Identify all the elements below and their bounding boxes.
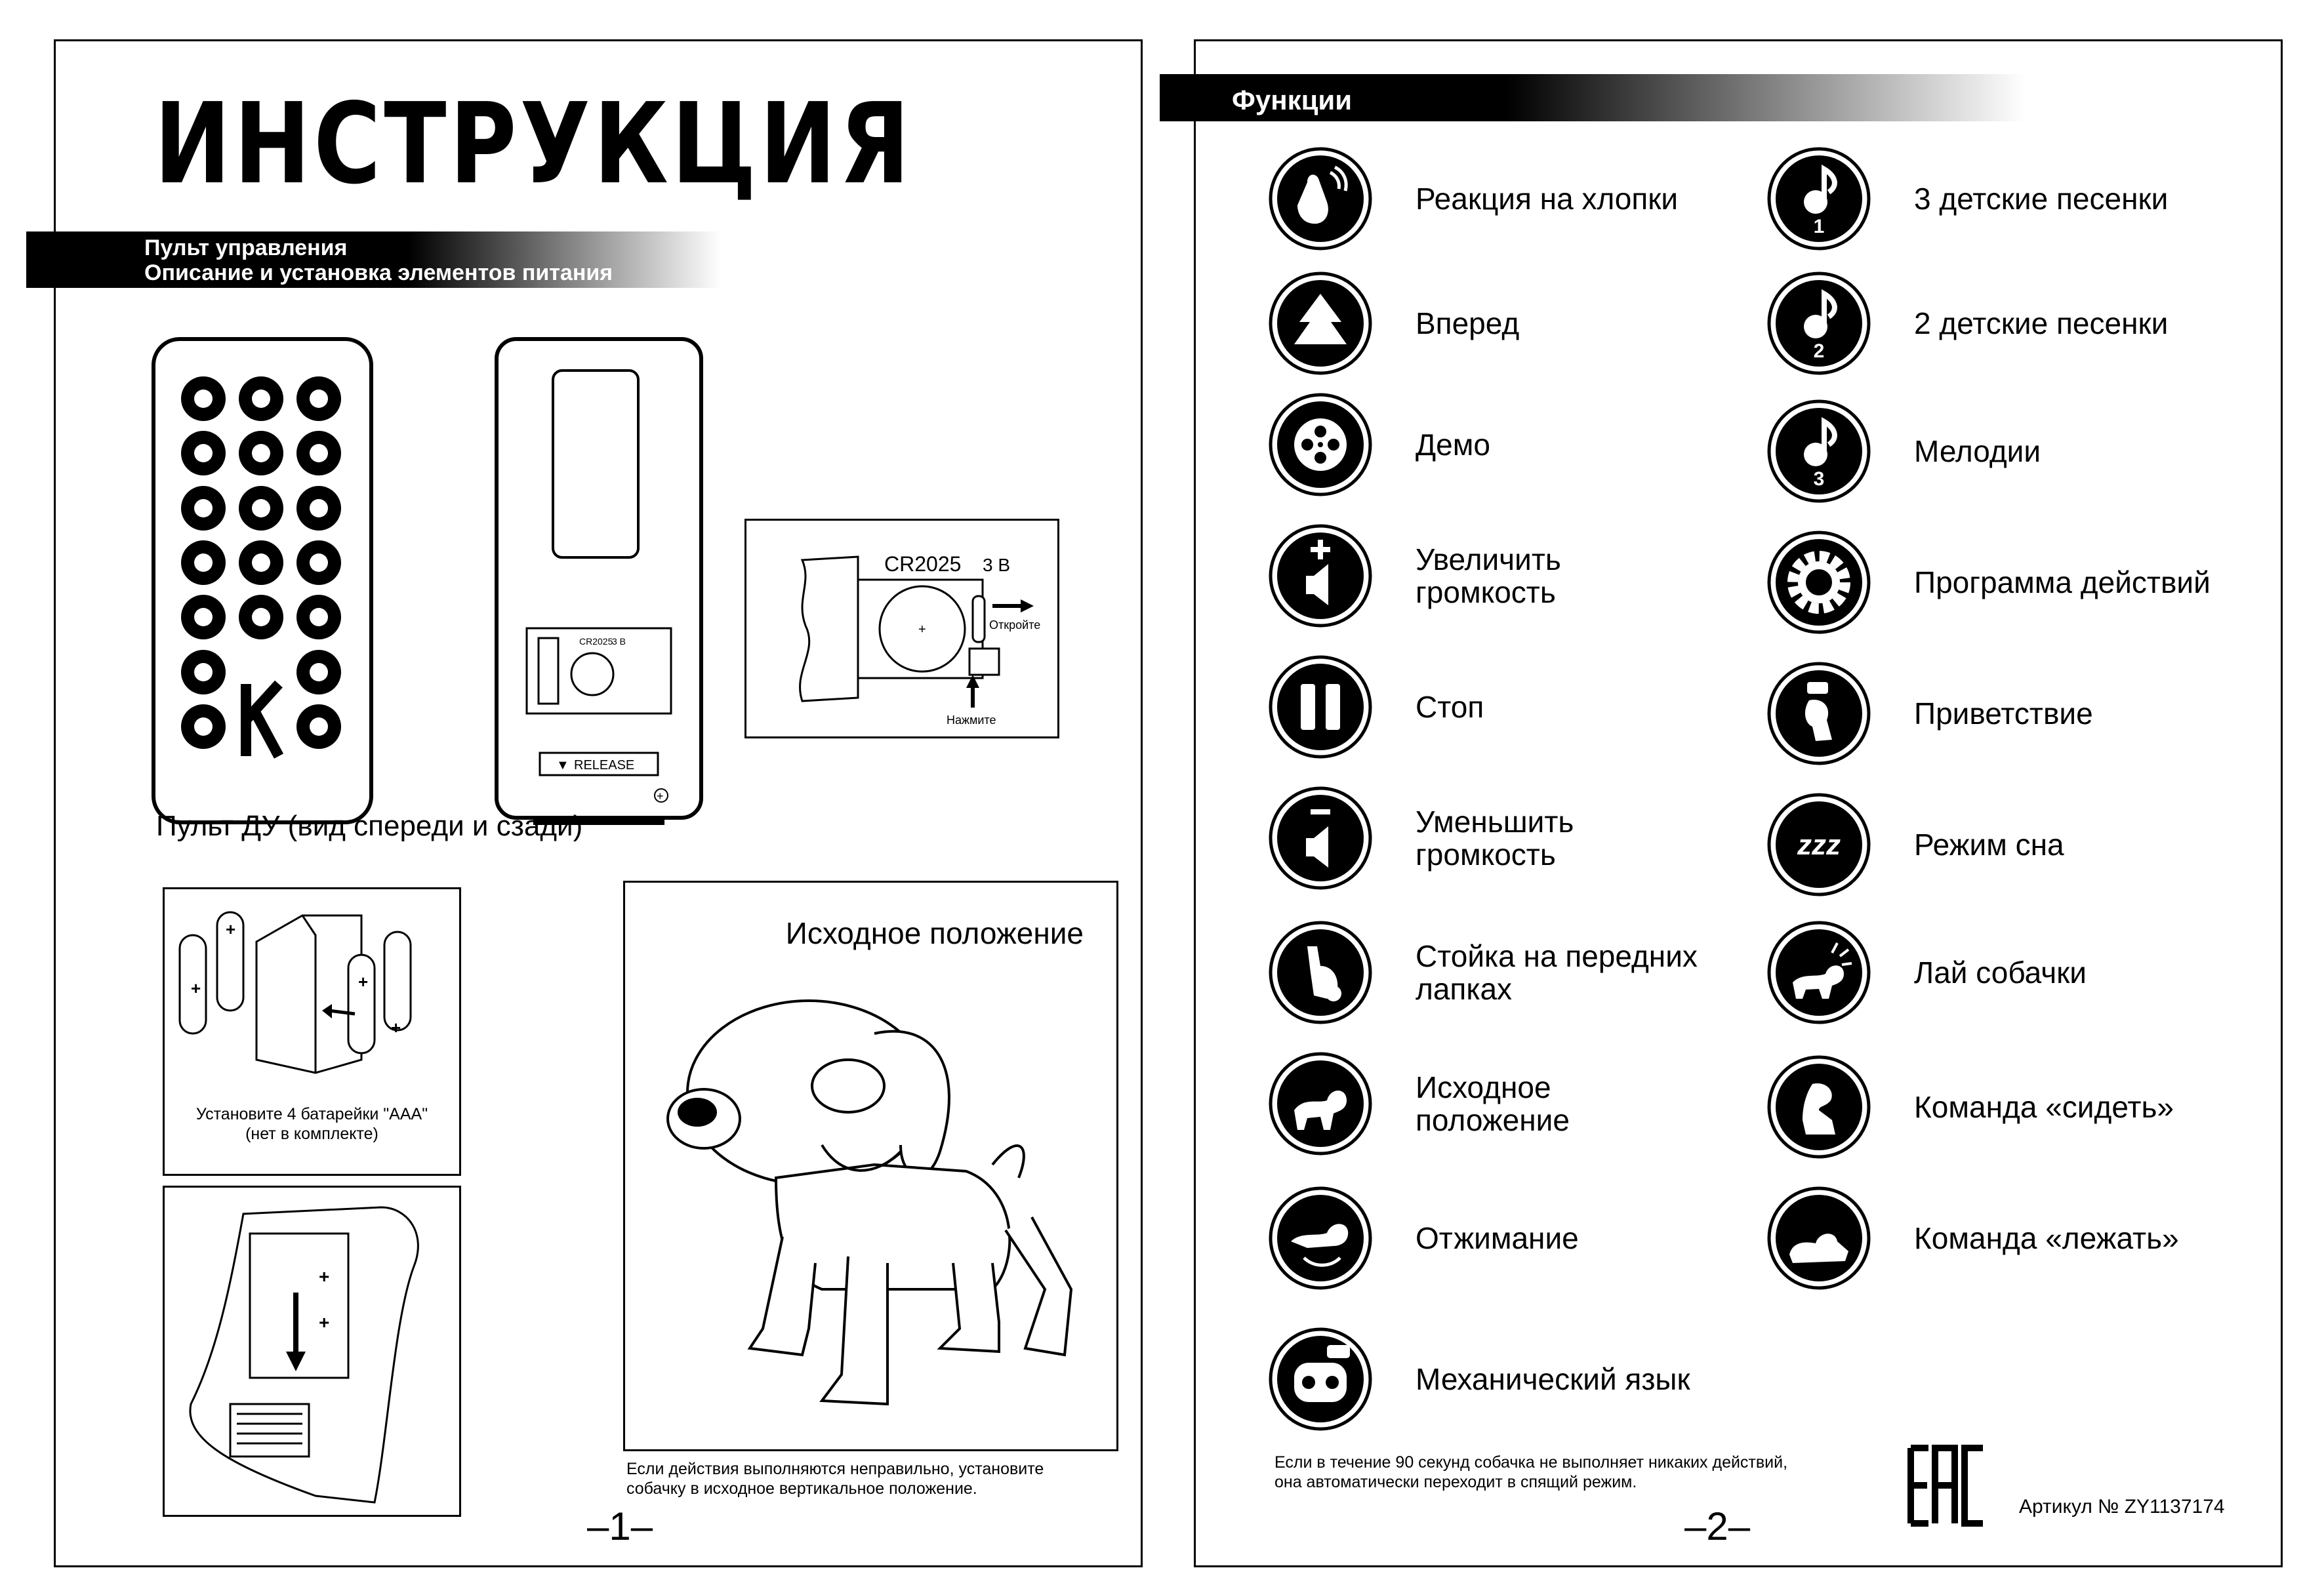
function-item: [1268, 1051, 1766, 1156]
film-reel-icon: [1268, 392, 1373, 497]
svg-text:+: +: [319, 1312, 330, 1333]
function-label: Лай собачки: [1914, 955, 2087, 990]
section-header: [26, 231, 722, 288]
gear-icon: [1766, 530, 1871, 635]
function-item: [1766, 1186, 2265, 1291]
function-label: Режим сна: [1914, 828, 2064, 862]
battery-compartment-detail: [744, 519, 1059, 738]
sit-dog-icon: [1766, 1055, 1871, 1159]
remote-caption: Пульт ДУ (вид спереди и сзади): [156, 810, 583, 842]
function-item: [1766, 271, 2265, 376]
sleep-icon: [1766, 792, 1871, 897]
page-number-2: –2–: [1684, 1504, 1751, 1548]
function-item: [1766, 920, 2265, 1025]
function-item: [1766, 1055, 2265, 1159]
sleep-note-line-2: она автоматически переходит в спящий режим.: [1274, 1473, 1637, 1491]
battery-type-label: CR2025: [884, 552, 962, 576]
function-item: [1766, 792, 2265, 897]
back-battery-label: CR2025: [579, 636, 613, 647]
music-note-1-icon: [1766, 146, 1871, 251]
forward-arrow-icon: [1268, 271, 1373, 376]
battery-voltage-label: 3 В: [983, 555, 1011, 575]
eac-mark-icon: [1906, 1445, 1988, 1527]
function-label: Механический язык: [1416, 1362, 1690, 1396]
volume-down-icon: [1268, 786, 1373, 891]
function-label: 2 детские песенки: [1914, 306, 2169, 340]
page-number-1: –1–: [587, 1504, 653, 1548]
function-item: [1268, 786, 1766, 891]
article-number: Артикул № ZY1137174: [2019, 1496, 2225, 1517]
robot-icon: [1268, 1327, 1373, 1432]
press-label: Нажмите: [947, 713, 996, 727]
function-item: [1268, 1186, 1766, 1291]
greeting-dog-icon: [1766, 661, 1871, 766]
function-label: Стоп: [1416, 690, 1484, 724]
functions-header: Функции: [1160, 74, 2026, 121]
function-label: 3 детские песенки: [1914, 182, 2169, 216]
function-item: [1268, 146, 1766, 251]
svg-text:+: +: [358, 972, 369, 992]
page-title: ИНСТРУКЦИЯ: [154, 79, 913, 209]
note-line-2: собачку в исходное вертикальное положение.: [626, 1479, 977, 1498]
function-label: Демо: [1416, 428, 1490, 462]
function-item: [1268, 392, 1766, 497]
back-battery-voltage: 3 В: [612, 636, 626, 647]
page-2: [1194, 39, 2283, 1567]
battery-install-line-1: Установите 4 батарейки "AAA": [195, 1105, 428, 1123]
clap-icon: [1268, 146, 1373, 251]
home-position-box: [623, 881, 1118, 1451]
page-1: [54, 39, 1143, 1567]
svg-text:2: 2: [1813, 340, 1825, 362]
handstand-dog-icon: [1268, 920, 1373, 1025]
function-label: Вперед: [1416, 306, 1520, 340]
note-line-1: Если действия выполняются неправильно, установите: [626, 1460, 1044, 1478]
remote-back-illustration: [494, 336, 704, 825]
function-label: Программа действий: [1914, 565, 2211, 599]
release-arrow-icon: ▼: [556, 758, 569, 773]
svg-text:+: +: [226, 919, 236, 939]
robot-dog-illustration: [625, 981, 1116, 1440]
function-item: [1766, 399, 2265, 504]
svg-text:+: +: [191, 978, 201, 998]
release-label: RELEASE: [574, 758, 635, 773]
function-item: [1766, 146, 2265, 251]
music-note-3-icon: [1766, 399, 1871, 504]
svg-text:1: 1: [1813, 216, 1825, 237]
pause-icon: [1268, 654, 1373, 759]
open-label: Откройте: [989, 618, 1041, 632]
home-position-title: Исходное положение: [785, 916, 1084, 950]
section-line-2: Описание и установка элементов питания: [144, 260, 613, 285]
function-item: [1766, 661, 2265, 766]
svg-text:+: +: [319, 1266, 330, 1287]
svg-text:zzz: zzz: [1797, 829, 1841, 861]
function-label: Приветствие: [1914, 696, 2093, 731]
section-line-1: Пульт управления: [144, 235, 348, 260]
sleep-note-line-1: Если в течение 90 секунд собачка не выполняет никаких действий,: [1274, 1453, 1788, 1472]
function-item: [1268, 271, 1766, 376]
function-label: Увеличить громкость: [1416, 542, 1561, 609]
svg-text:+: +: [918, 622, 926, 637]
battery-install-box: [163, 887, 461, 1176]
home-dog-icon: [1268, 1051, 1373, 1156]
function-label: Исходное положение: [1416, 1070, 1570, 1137]
function-label: Стойка на передних лапках: [1416, 939, 1698, 1006]
function-item: [1268, 523, 1766, 628]
svg-text:+: +: [657, 790, 664, 803]
music-note-2-icon: [1766, 271, 1871, 376]
function-item: [1766, 530, 2265, 635]
pushup-dog-icon: [1268, 1186, 1373, 1291]
function-label: Команда «лежать»: [1914, 1221, 2179, 1255]
volume-up-icon: [1268, 523, 1373, 628]
dog-battery-box: [163, 1186, 461, 1517]
function-label: Уменьшить громкость: [1416, 805, 1574, 872]
remote-front-illustration: [151, 336, 374, 825]
function-item: [1268, 654, 1766, 759]
svg-text:+: +: [391, 1018, 401, 1037]
svg-text:3: 3: [1813, 468, 1825, 490]
battery-install-line-2: (нет в комплекте): [245, 1125, 378, 1143]
function-label: Отжимание: [1416, 1221, 1579, 1255]
function-label: Мелодии: [1914, 434, 2041, 468]
function-item: [1268, 1327, 1766, 1432]
function-label: Реакция на хлопки: [1416, 182, 1679, 216]
function-item: [1268, 920, 1766, 1025]
function-label: Команда «сидеть»: [1914, 1090, 2174, 1124]
lie-dog-icon: [1766, 1186, 1871, 1291]
barking-dog-icon: [1766, 920, 1871, 1025]
